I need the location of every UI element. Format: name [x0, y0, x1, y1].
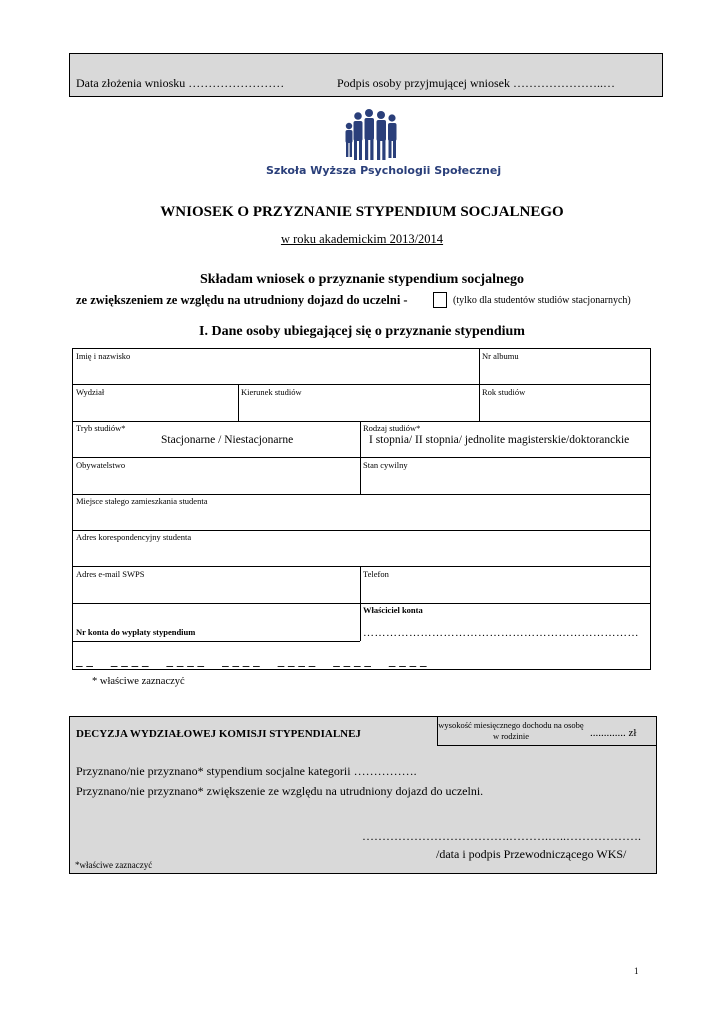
page-number: 1	[634, 966, 639, 976]
receiver-signature-field: Podpis osoby przyjmującej wniosek …………………..…	[337, 76, 615, 90]
study-mode-options[interactable]: Stacjonarne / Niestacjonarne	[161, 434, 294, 446]
declaration-line1: Składam wniosek o przyznanie stypendium socjalnego	[200, 272, 524, 287]
header-box	[69, 53, 663, 97]
section1-title: I. Dane osoby ubiegającej się o przyznanie stypendium	[199, 324, 525, 339]
submission-date-field: Data złożenia wniosku ……………………	[76, 76, 285, 90]
declaration-note: (tylko dla studentów studiów stacjonarnych)	[453, 295, 631, 306]
decision-title: DECYZJA WYDZIAŁOWEJ KOMISJI STYPENDIALNEJ	[76, 728, 361, 740]
study-mode-label: Tryb studiów*	[76, 423, 126, 433]
phone-field[interactable]: Telefon	[363, 569, 389, 579]
study-type-options[interactable]: I stopnia/ II stopnia/ jednolite magisterskie/doktoranckie	[369, 434, 630, 446]
residence-address-field[interactable]: Miejsce stałego zamieszkania studenta	[76, 496, 208, 506]
decision-line1: Przyznano/nie przyznano* stypendium socjalne kategorii …………….	[76, 764, 417, 778]
applicant-data-form	[72, 348, 651, 670]
commute-increase-checkbox[interactable]	[433, 292, 447, 308]
account-number-field[interactable]: _ _ _ _ _ _ _ _ _ _ _ _ _ _ _ _ _ _ _ _ _ _ _ _ _ _	[76, 653, 427, 668]
year-of-study-field[interactable]: Rok studiów	[482, 387, 526, 397]
signature-label: /data i podpis Przewodniczącego WKS/	[436, 847, 627, 861]
footnote: * właściwe zaznaczyć	[92, 676, 185, 687]
signature-field[interactable]: ……………………………….……….…..……………….	[362, 829, 641, 843]
logo-text: Szkoła Wyższa Psychologii Społecznej	[266, 164, 502, 177]
study-type-label: Rodzaj studiów*	[363, 423, 421, 433]
income-value[interactable]: ............. zł	[590, 727, 637, 739]
account-owner-label: Właściciel konta	[363, 605, 423, 615]
album-number-field[interactable]: Nr albumu	[482, 351, 519, 361]
marital-status-field[interactable]: Stan cywilny	[363, 460, 408, 470]
decision-footnote: *właściwe zaznaczyć	[75, 860, 153, 870]
correspondence-address-field[interactable]: Adres korespondencyjny studenta	[76, 532, 192, 542]
decision-line2: Przyznano/nie przyznano* zwiększenie ze względu na utrudniony dojazd do uczelni.	[76, 784, 484, 798]
declaration-line2: ze zwiększeniem ze względu na utrudniony dojazd do uczelni -	[76, 293, 408, 307]
income-label: wysokość miesięcznego dochodu na osobę w rodzinie	[438, 720, 584, 741]
decision-box	[69, 716, 657, 874]
account-owner-field[interactable]: ………………………………………………………………	[363, 627, 639, 639]
document-title: WNIOSEK O PRZYZNANIE STYPENDIUM SOCJALNEGO	[160, 204, 564, 220]
email-field[interactable]: Adres e-mail SWPS	[76, 569, 145, 579]
document-subtitle: w roku akademickim 2013/2014	[280, 232, 444, 246]
family-logo-icon	[250, 104, 490, 164]
citizenship-field[interactable]: Obywatelstwo	[76, 460, 126, 470]
name-field[interactable]: Imię i nazwisko	[76, 351, 131, 361]
account-number-label: Nr konta do wypłaty stypendium	[76, 627, 196, 637]
faculty-field[interactable]: Wydział	[76, 387, 105, 397]
income-box	[437, 717, 657, 746]
field-of-study-field[interactable]: Kierunek studiów	[241, 387, 302, 397]
